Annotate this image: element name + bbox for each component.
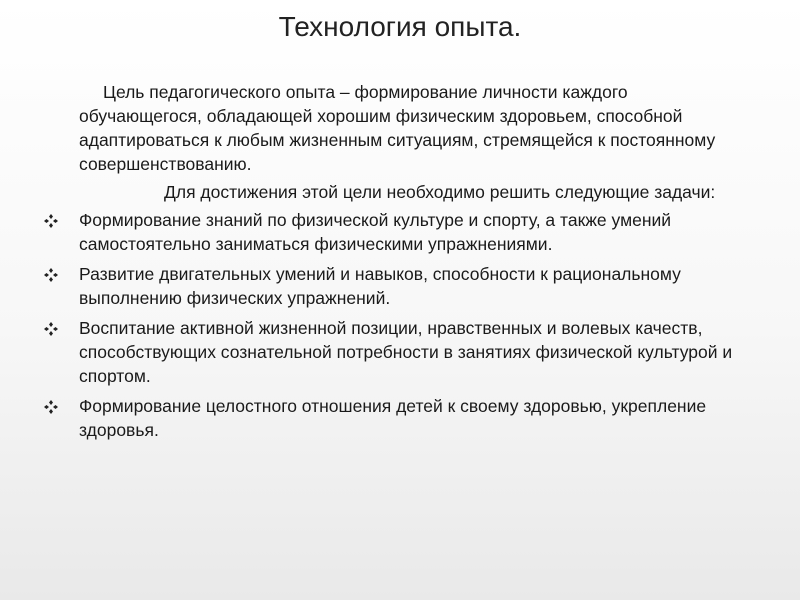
task-text: Воспитание активной жизненной позиции, нравственных и волевых качеств, способствующих сознательной потребности в занятиях физической культурой и спортом. bbox=[79, 318, 733, 386]
task-item-4 bbox=[0, 394, 759, 442]
task-item-3 bbox=[0, 316, 759, 388]
diamond-bullet-icon bbox=[44, 400, 58, 414]
task-item-1 bbox=[0, 208, 759, 256]
task-text: Формирование знаний по физической культуре и спорту, а также умений самостоятельно заниматься физическими упражнениями. bbox=[79, 210, 672, 254]
diamond-bullet-icon bbox=[44, 214, 58, 228]
diamond-bullet-icon bbox=[44, 268, 58, 282]
task-text: Развитие двигательных умений и навыков, способности к рациональному выполнению физических упражнений. bbox=[79, 264, 681, 308]
goal-paragraph: Цель педагогического опыта – формирование личности каждого обучающегося, обладающей хорошим физическим здоровьем, способной адаптироваться к любым жизненным ситуациям, стремящейся к постоянному совершенствованию. bbox=[79, 82, 716, 174]
diamond-bullet-icon bbox=[44, 322, 58, 336]
tasks-list bbox=[0, 208, 800, 448]
slide-title: Технология опыта. bbox=[278, 11, 522, 42]
tasks-intro: Для достижения этой цели необходимо решить следующие задачи: bbox=[164, 182, 716, 202]
task-item-2 bbox=[0, 262, 759, 310]
task-text: Формирование целостного отношения детей к своему здоровью, укрепление здоровья. bbox=[79, 396, 707, 440]
